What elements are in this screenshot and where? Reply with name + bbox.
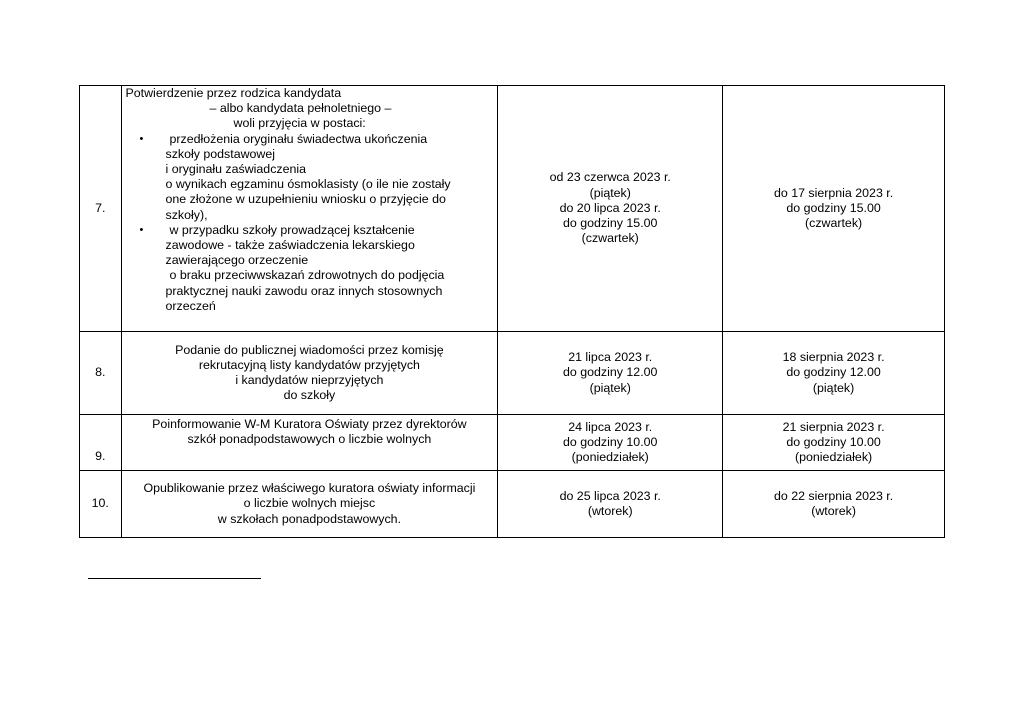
desc-line: orzeczeń (165, 298, 216, 313)
desc-line: zawodowe - także zaświadczenia lekarskiego (165, 238, 415, 253)
desc-line: o wynikach egzaminu ósmoklasisty (o ile nie zostały (165, 177, 451, 192)
table-row (80, 86, 945, 332)
desc-line: Poinformowanie W-M Kuratora Oświaty przez dyrektorów (152, 417, 467, 431)
date-line: (czwartek) (581, 231, 639, 246)
table-row (80, 332, 945, 415)
date-first-round (498, 332, 723, 415)
date-line: do godziny 15.00 (786, 200, 881, 215)
date-line: do godziny 12.00 (563, 365, 658, 380)
date-line: do 20 lipca 2023 r. (559, 200, 661, 215)
desc-line: i oryginału zaświadczenia (165, 162, 307, 177)
row-description (121, 415, 498, 471)
desc-line: w przypadku szkoły prowadzącej kształcenie (169, 222, 415, 237)
date-line: do godziny 10.00 (786, 434, 881, 449)
desc-line: o liczbie wolnych miejsc (243, 496, 376, 511)
row-number: 9. (80, 415, 122, 471)
desc-line: praktycznej nauki zawodu oraz innych stosownych (165, 283, 443, 298)
desc-line: Opublikowanie przez właściwego kuratora oświaty informacji (143, 481, 476, 496)
desc-line: Potwierdzenie przez rodzica kandydata (125, 86, 342, 100)
row-description (121, 332, 498, 415)
date-line: (piątek) (589, 185, 631, 200)
desc-line: i kandydatów nieprzyjętych (235, 373, 384, 387)
desc-line: o braku przeciwwskazań zdrowotnych do podjęcia (169, 268, 445, 283)
desc-line: przedłożenia oryginału świadectwa ukończenia (169, 131, 428, 146)
date-line: 21 lipca 2023 r. (568, 350, 653, 365)
row-description (121, 471, 498, 538)
footnote-separator (88, 578, 261, 579)
desc-line: – albo kandydata pełnoletniego – (209, 101, 392, 116)
date-second-round (723, 471, 945, 538)
date-line: 24 lipca 2023 r. (568, 419, 653, 434)
date-line: (piątek) (589, 380, 631, 395)
desc-line: one złożone w uzupełnieniu wniosku o przyjęcie do (165, 192, 446, 207)
desc-line: Podanie do publicznej wiadomości przez komisję (175, 342, 444, 357)
date-line: do 25 lipca 2023 r. (559, 488, 661, 503)
row-number: 8. (80, 332, 122, 415)
date-first-round (498, 86, 723, 332)
desc-line: szkoły podstawowej (165, 146, 276, 161)
date-second-round (723, 86, 945, 332)
desc-line: zawierającego orzeczenie (165, 253, 309, 268)
date-line: (wtorek) (587, 504, 633, 518)
date-line: (poniedziałek) (795, 450, 873, 465)
bullet-icon: • (139, 132, 144, 145)
bullet-icon: • (139, 223, 144, 236)
date-line: do 22 sierpnia 2023 r. (773, 488, 894, 503)
desc-line: szkół ponadpodstawowych o liczbie wolnych (187, 432, 432, 447)
date-line: (wtorek) (811, 504, 856, 518)
desc-line: rekrutacyjną listy kandydatów przyjętych (198, 357, 420, 372)
date-line: 18 sierpnia 2023 r. (782, 350, 885, 365)
row-number: 10. (80, 471, 122, 538)
table-row (80, 415, 945, 471)
date-line: (piątek) (812, 380, 855, 395)
date-line: do godziny 12.00 (786, 365, 881, 380)
row-number: 7. (80, 86, 122, 332)
date-line: 21 sierpnia 2023 r. (782, 419, 885, 434)
date-line: (poniedziałek) (571, 450, 649, 465)
row-description (121, 86, 498, 332)
table-row (80, 471, 945, 538)
date-second-round (723, 332, 945, 415)
date-second-round (723, 415, 945, 471)
desc-line: w szkołach ponadpodstawowych. (217, 511, 402, 526)
date-first-round (498, 415, 723, 471)
desc-line: woli przyjęcia w postaci: (233, 116, 366, 131)
date-line: (czwartek) (805, 216, 863, 231)
schedule-table (79, 85, 945, 538)
date-line: do 17 sierpnia 2023 r. (773, 185, 894, 200)
desc-line: szkoły), (165, 207, 208, 222)
list-item (126, 223, 494, 238)
desc-line: do szkoły (283, 388, 336, 403)
date-line: do godziny 15.00 (563, 216, 658, 231)
list-item (126, 132, 494, 147)
date-line: od 23 czerwca 2023 r. (549, 170, 671, 185)
date-first-round (498, 471, 723, 538)
date-line: do godziny 10.00 (563, 434, 658, 449)
